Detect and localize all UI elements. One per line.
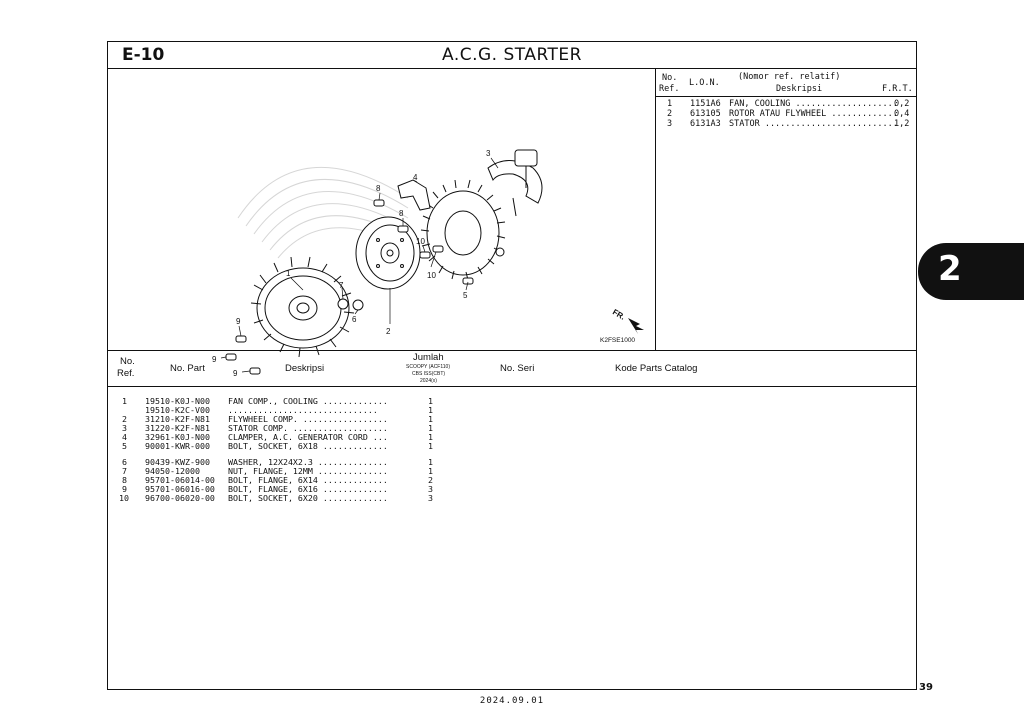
part-number: 94050-12000 <box>145 466 200 476</box>
footer-date: 2024.09.01 <box>479 696 545 706</box>
parts-header-part: No. Part <box>170 363 205 374</box>
ref-header-ref: Ref. <box>659 84 680 94</box>
part-desc: STATOR COMP. ................... <box>228 423 388 433</box>
ref-desc: FAN, COOLING .................... <box>729 99 898 109</box>
ref-desc: ROTOR ATAU FLYWHEEL ............. <box>729 109 898 119</box>
callout-7: 7 <box>339 281 344 290</box>
cord-cover-part <box>488 150 542 216</box>
part-qty: 3 <box>428 493 433 503</box>
parts-header-desc: Deskripsi <box>285 363 325 374</box>
parts-header-seri: No. Seri <box>500 363 535 374</box>
part-qty: 1 <box>428 396 433 406</box>
part-qty: 2 <box>428 475 433 485</box>
part-number: 95701-06014-00 <box>145 475 215 485</box>
callout-3: 3 <box>486 149 491 158</box>
callout-2: 2 <box>386 327 391 336</box>
part-number: 96700-06020-00 <box>145 493 215 503</box>
part-desc: BOLT, FLANGE, 6X14 ............. <box>228 475 388 485</box>
ref-header-lon: L.O.N. <box>689 78 720 88</box>
part-ref: 1 <box>122 396 127 406</box>
part-qty: 1 <box>428 432 433 442</box>
callout-10b: 10 <box>427 271 436 280</box>
part-ref: 8 <box>122 475 127 485</box>
table-row <box>108 457 916 466</box>
part-number: 31220-K2F-N81 <box>145 423 210 433</box>
title-bar <box>108 42 916 69</box>
part-number: 95701-06016-00 <box>145 484 215 494</box>
table-row <box>108 484 916 493</box>
part-desc: FLYWHEEL COMP. ................. <box>228 414 388 424</box>
part-number: 19510-K2C-V00 <box>145 405 210 415</box>
part-ref: 4 <box>122 432 127 442</box>
part-qty: 1 <box>428 405 433 415</box>
ref-frt: 0,4 <box>894 109 910 119</box>
ref-no: 1 <box>667 99 673 109</box>
direction-label: FR. <box>610 307 627 322</box>
section-code: E-10 <box>122 45 165 65</box>
part-ref: 5 <box>122 441 127 451</box>
callout-6: 6 <box>352 315 357 324</box>
part-qty: 3 <box>428 484 433 494</box>
part-ref: 3 <box>122 423 127 433</box>
part-ref: 10 <box>119 493 129 503</box>
part-number: 90001-KWR-000 <box>145 441 210 451</box>
ref-header-deskripsi: Deskripsi <box>776 84 823 94</box>
callout-8b: 8 <box>399 209 404 218</box>
clamper-part <box>398 180 430 210</box>
part-desc: BOLT, SOCKET, 6X20 ............. <box>228 493 388 503</box>
part-desc: BOLT, FLANGE, 6X16 ............. <box>228 484 388 494</box>
callout-1: 1 <box>286 269 291 278</box>
part-ref: 7 <box>122 466 127 476</box>
part-qty: 1 <box>428 457 433 467</box>
ref-row <box>656 119 916 129</box>
callout-8a: 8 <box>376 184 381 193</box>
ref-desc: STATOR .......................... <box>729 119 898 129</box>
table-row <box>108 466 916 475</box>
diagram-code: K2FSE1000 <box>600 337 636 344</box>
ref-lon: 6131A3 <box>690 119 721 129</box>
part-number: 31210-K2F-N81 <box>145 414 210 424</box>
table-row <box>108 441 916 450</box>
table-row <box>108 475 916 484</box>
callout-5: 5 <box>463 291 468 300</box>
part-ref: 2 <box>122 414 127 424</box>
ref-row <box>656 109 916 119</box>
flywheel-part <box>356 217 420 289</box>
part-number: 32961-K0J-N00 <box>145 432 210 442</box>
part-desc: WASHER, 12X24X2.3 .............. <box>228 457 388 467</box>
part-qty: 1 <box>428 423 433 433</box>
ref-lon: 1151A6 <box>690 99 721 109</box>
callout-9b: 9 <box>212 355 217 364</box>
part-qty: 1 <box>428 466 433 476</box>
table-row <box>108 396 916 405</box>
page-number: 39 <box>919 682 933 693</box>
chapter-tab <box>918 243 1024 300</box>
table-row <box>108 414 916 423</box>
chapter-tab-label: 2 <box>938 249 962 289</box>
callout-4: 4 <box>413 173 418 182</box>
ref-frt: 1,2 <box>894 119 910 129</box>
parts-header-jumlah: Jumlah <box>413 352 444 363</box>
parts-header-no: No. <box>120 356 135 367</box>
ref-lon: 613105 <box>690 109 721 119</box>
parts-table-header <box>108 350 916 387</box>
part-qty: 1 <box>428 441 433 451</box>
part-ref: 6 <box>122 457 127 467</box>
part-desc: .............................. <box>228 405 378 415</box>
table-row <box>108 432 916 441</box>
stator-part <box>421 180 505 280</box>
callout-10a: 10 <box>416 237 425 246</box>
part-desc: FAN COMP., COOLING ............. <box>228 396 388 406</box>
ref-frt: 0,2 <box>894 99 910 109</box>
part-desc: NUT, FLANGE, 12MM .............. <box>228 466 388 476</box>
ref-no: 3 <box>667 119 673 129</box>
ref-header-no: No. <box>662 73 678 83</box>
callout-9a: 9 <box>236 317 241 326</box>
page-frame <box>107 41 917 690</box>
page-title: A.C.G. STARTER <box>442 45 582 65</box>
callout-9c: 9 <box>233 369 238 378</box>
table-row <box>108 493 916 502</box>
part-qty: 1 <box>428 414 433 424</box>
parts-header-model2: CBS ISS(CBT) <box>412 371 446 377</box>
parts-header-model3: 2024(x) <box>420 378 437 384</box>
reference-table-header <box>656 68 916 97</box>
ref-header-frt: F.R.T. <box>882 84 913 94</box>
ref-header-nomor: (Nomor ref. relatif) <box>738 72 841 82</box>
table-row <box>108 423 916 432</box>
part-desc: CLAMPER, A.C. GENERATOR CORD ... <box>228 432 388 442</box>
ref-no: 2 <box>667 109 673 119</box>
front-direction-arrow <box>611 307 644 334</box>
parts-header-model1: SCOOPY (ACF110) <box>406 364 450 370</box>
table-row <box>108 405 916 414</box>
parts-header-catalog: Kode Parts Catalog <box>615 363 698 374</box>
part-ref: 9 <box>122 484 127 494</box>
reference-table <box>656 68 916 350</box>
part-number: 19510-K0J-N00 <box>145 396 210 406</box>
parts-header-ref: Ref. <box>117 368 135 379</box>
part-number: 90439-KWZ-900 <box>145 457 210 467</box>
ref-row <box>656 99 916 109</box>
part-desc: BOLT, SOCKET, 6X18 ............. <box>228 441 388 451</box>
